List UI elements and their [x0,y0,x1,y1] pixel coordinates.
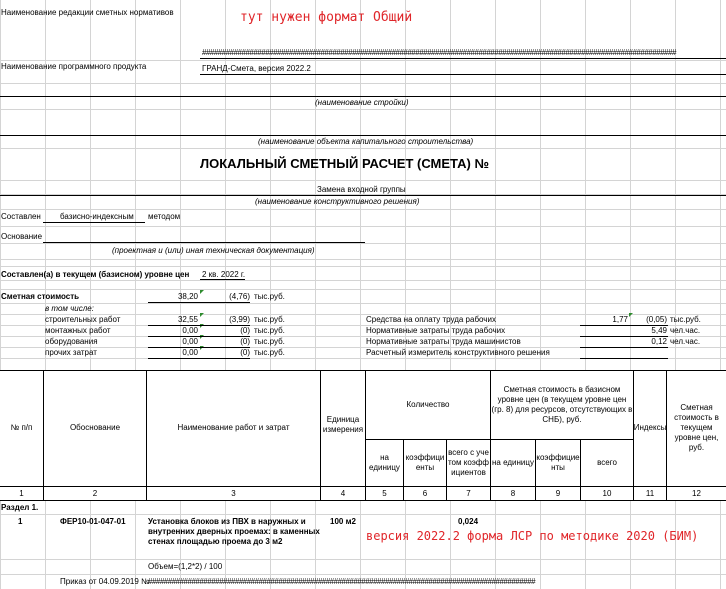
total-cost-underline [148,302,250,303]
doc-caption: (проектная и (или) иная техническая документация) [112,246,315,255]
col-number: 3 [231,488,236,498]
row-unit[interactable]: 100 м2 [330,517,356,526]
cost-item-paren[interactable]: (0) [240,326,250,335]
row-name[interactable]: Установка блоков из ПВХ в наружных и внутренних дверных проемах: в каменных стенах площадью проема до 3 м2 [148,517,320,546]
construction-caption: (наименование стройки) [315,98,409,107]
cost-item-unit: тыс.руб. [254,315,285,324]
grid-line [0,259,726,260]
col-number: 11 [645,488,655,498]
value-underline [580,347,668,348]
total-cost-paren[interactable]: (4,76) [229,292,250,301]
grid-line [0,280,726,281]
basis-underline [43,242,365,243]
labor-cost-unit: тыс.руб. [670,315,701,324]
cost-item-paren[interactable]: (0) [240,348,250,357]
grid-line [0,574,726,575]
col-number: 9 [555,488,561,498]
col-number: 12 [692,488,701,498]
edition-underline [200,58,726,59]
col-number: 8 [510,488,516,498]
replacement-line [0,195,726,196]
labor-hours-value[interactable]: 5,49 [651,326,667,335]
edition-label: Наименование редакции сметных нормативов [1,8,174,17]
grid-line [0,303,726,304]
order-label[interactable]: Приказ от 04.09.2019 № [60,577,150,586]
value-underline [580,358,668,359]
header-qty-total: всего с учетом коэффициентов [447,448,490,477]
total-cost-label: Сметная стоимость [1,292,80,301]
object-caption: (наименование объекта капитального строительства) [258,137,474,146]
composed-method[interactable]: базисно-индексным [60,212,134,221]
cost-item-label: строительных работ [45,315,121,324]
program-value[interactable]: ГРАНД-Смета, версия 2022.2 [202,64,311,73]
col-number: 6 [422,488,428,498]
header-np: № п/п [10,423,33,432]
header-cost: Сметная стоимость в базисном уровне цен (в текущем уровне цен (гр. 8) для ресурсов, отсутствующих в СНБ), руб. [491,385,633,424]
header-cost-total: всего [597,458,617,467]
value-underline [580,336,668,337]
header-qty: Количество [406,399,450,409]
grid-line [0,60,726,61]
cost-item-unit: тыс.руб. [254,326,285,335]
labor-cost-paren[interactable]: (0,05) [646,315,667,324]
version-note: версия 2022.2 форма ЛСР по методике 2020 (БИМ) [366,529,699,543]
cost-item-label: оборудования [45,337,98,346]
solution-caption: (наименование конструктивного решения) [255,197,420,206]
header-qty-per: на единицу [369,453,400,472]
including-label: в том числе: [45,304,94,313]
price-level-value[interactable]: 2 кв. 2022 г. [202,270,246,279]
header-cost-coef: коэффициенты [536,453,580,472]
cost-item-value[interactable]: 0,00 [182,326,198,335]
header-cost-per: на единицу [492,458,534,467]
row-number[interactable]: 1 [18,517,23,526]
col-number: 1 [19,488,24,498]
grid-line [0,180,726,181]
cost-item-unit: тыс.руб. [254,337,285,346]
col-number: 10 [602,488,612,498]
meter-label: Расчетный измеритель конструктивного решения [366,348,550,357]
volume-formula[interactable]: Объем=(1,2*2) / 100 [148,562,223,571]
labor-hours-label: Нормативные затраты труда рабочих [366,326,506,335]
header-name: Наименование работ и затрат [177,423,290,432]
value-underline [148,347,250,348]
basis-label: Основание [1,232,43,241]
grid-line [0,83,726,84]
price-level-underline [200,279,245,280]
price-level-label: Составлен(а) в текущем (базисном) уровне цен [1,270,190,279]
section-title: Раздел 1. [1,503,39,512]
method-underline [43,222,145,223]
header-basis: Обоснование [69,423,121,432]
value-underline [580,325,668,326]
header-unit: Единица измерения [322,415,364,434]
col-number: 7 [466,488,471,498]
machinist-hours-unit: чел.час. [670,337,701,346]
header-qty-coef: коэффициенты [405,453,445,472]
grid-line [0,209,726,210]
grid-line [0,266,726,267]
object-line [0,135,726,136]
header-index: Индексы [633,423,667,432]
edition-value-overflow[interactable]: ######################################################################################################################## [202,49,676,57]
col-number: 2 [92,488,98,498]
composed-label: Составлен [1,212,41,221]
cost-item-value[interactable]: 32,55 [177,315,198,324]
col-number: 5 [382,488,387,498]
order-overflow[interactable]: ################################################################################################## [148,578,536,586]
grid-line [0,514,726,515]
cost-item-paren[interactable]: (3,99) [229,315,250,324]
format-note: тут нужен формат Общий [240,10,413,25]
row-qty[interactable]: 0,024 [458,517,479,526]
col-number: 4 [340,488,346,498]
document-title: ЛОКАЛЬНЫЙ СМЕТНЫЙ РАСЧЕТ (СМЕТА) № [200,156,489,171]
value-underline [148,358,250,359]
construction-line [0,96,726,97]
grid-line [0,148,726,149]
table-numbers-bottom [0,500,726,501]
grid-line [0,559,726,560]
labor-cost-label: Средства на оплату труда рабочих [366,315,496,324]
composed-suffix: методом [148,212,181,221]
header-current: Сметная стоимость в текущем уровне цен, руб. [674,403,719,452]
cost-item-paren[interactable]: (0) [240,337,250,346]
replacement-text[interactable]: Замена входной группы [317,185,406,194]
grid-line [0,226,726,227]
value-underline [148,325,250,326]
grid-line [0,289,726,290]
total-cost-unit: тыс.руб. [254,292,285,301]
program-label: Наименование программного продукта [1,62,147,71]
machinist-hours-label: Нормативные затраты труда машинистов [366,337,521,346]
cost-item-value[interactable]: 0,00 [182,337,198,346]
cost-item-label: монтажных работ [45,326,111,335]
row-code[interactable]: ФЕР10-01-047-01 [60,517,126,526]
grid-line [0,109,726,110]
machinist-hours-value[interactable]: 0,12 [651,337,667,346]
labor-hours-unit: чел.час. [670,326,701,335]
labor-cost-value[interactable]: 1,77 [612,315,628,324]
cost-item-value[interactable]: 0,00 [182,348,198,357]
cost-item-unit: тыс.руб. [254,348,285,357]
total-cost-value[interactable]: 38,20 [177,292,198,301]
value-underline [148,336,250,337]
program-underline [200,74,726,75]
grid-line [0,243,726,244]
cost-item-label: прочих затрат [45,348,97,357]
